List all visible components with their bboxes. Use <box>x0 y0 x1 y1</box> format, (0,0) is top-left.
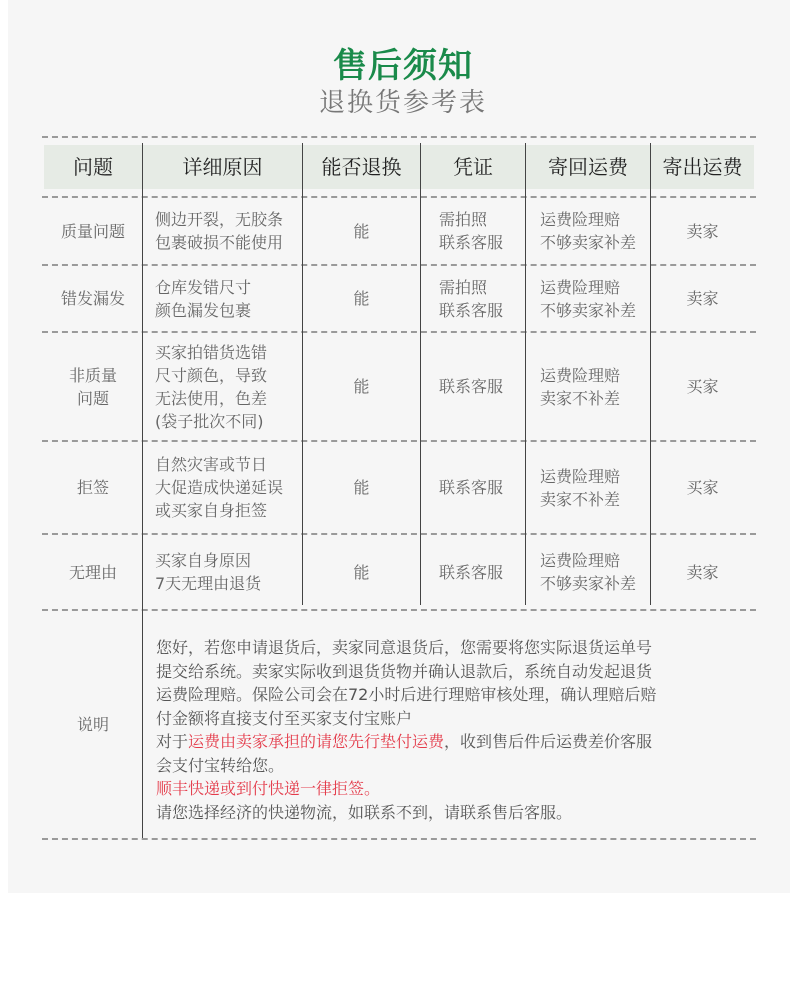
cell-return-shipping: 运费险理赔 不够卖家补差 <box>540 277 637 320</box>
cell-outbound-shipping: 买家 <box>686 377 719 396</box>
note-line-shipping-advance: 对于运费由卖家承担的请您先行垫付运费，收到售后件后运费差价客服 <box>156 732 653 751</box>
cell-proof: 联系客服 <box>439 562 504 582</box>
cell-return-shipping: 运费险理赔 卖家不补差 <box>540 365 621 408</box>
column-divider <box>142 143 143 838</box>
column-header-return-shipping: 寄回运费 <box>548 155 628 179</box>
note-label: 说明 <box>76 715 109 734</box>
column-header-outbound-shipping: 寄出运费 <box>662 155 743 179</box>
page-title: 售后须知 <box>333 46 473 86</box>
cell-reason: 自然灾害或节日 大促造成快递延误 或买家自身拒签 <box>155 455 284 520</box>
cell-return-shipping: 运费险理赔 卖家不补差 <box>540 466 621 509</box>
cell-returnable: 能 <box>353 289 370 308</box>
divider-row-5 <box>42 609 756 611</box>
column-divider <box>420 143 421 605</box>
cell-outbound-shipping: 买家 <box>686 478 719 497</box>
cell-reason: 买家自身原因 7天无理由退货 <box>155 551 262 593</box>
cell-outbound-shipping: 卖家 <box>686 562 719 582</box>
cell-issue: 非质量 问题 <box>68 365 117 408</box>
cell-outbound-shipping: 卖家 <box>686 289 719 308</box>
cell-proof: 需拍照 联系客服 <box>439 210 504 252</box>
highlight-text: 顺丰快递或到付快递一律拒签。 <box>156 779 381 798</box>
cell-return-shipping: 运费险理赔 不够卖家补差 <box>540 210 637 252</box>
cell-reason: 仓库发错尺寸 颜色漏发包裹 <box>155 277 252 320</box>
column-divider <box>525 143 526 605</box>
column-header-reason: 详细原因 <box>182 155 263 179</box>
note-text: 您好，若您申请退货后，卖家同意退货后，您需要将您实际退货运单号 提交给系统。卖家实际收到退货货物并确认退款后，系统自动发起退货 运费险理赔。保险公司会在72小时后进行理赔审核处理，确认理赔后赔 付金额将直接支付至买家支付宝账户 对于运费由卖家承担的请您先行垫付运费，收到售后件后运费差价客服 会支付宝转给您。 顺丰快递或到付快递一律拒签。 请您选择经济的快递物流，如联系不到，请联系售后客服。 <box>156 636 736 824</box>
cell-issue: 质量问题 <box>60 221 125 241</box>
column-header-proof: 凭证 <box>453 155 493 179</box>
cell-returnable: 能 <box>353 377 370 396</box>
cell-reason: 侧边开裂，无胶条 包裹破损不能使用 <box>155 210 284 252</box>
highlight-text: 运费由卖家承担的请您先行垫付运费 <box>188 732 445 751</box>
page-subtitle: 退换货参考表 <box>318 88 487 118</box>
divider-bottom <box>42 838 756 840</box>
cell-issue: 无理由 <box>68 562 117 582</box>
cell-return-shipping: 运费险理赔 不够卖家补差 <box>540 551 637 593</box>
cell-returnable: 能 <box>353 562 370 582</box>
cell-reason: 买家拍错货选错 尺寸颜色，导致 无法使用，色差 (袋子批次不同) <box>155 342 268 431</box>
cell-proof: 联系客服 <box>439 478 504 497</box>
cell-proof: 需拍照 联系客服 <box>439 277 504 320</box>
column-header-issue: 问题 <box>73 155 113 179</box>
column-header-returnable: 能否退换 <box>321 155 402 179</box>
cell-returnable: 能 <box>353 478 370 497</box>
cell-returnable: 能 <box>353 221 370 241</box>
cell-outbound-shipping: 卖家 <box>686 221 719 241</box>
divider-top <box>42 136 756 138</box>
cell-issue: 错发漏发 <box>60 289 125 308</box>
cell-issue: 拒签 <box>76 478 109 497</box>
cell-proof: 联系客服 <box>439 377 504 396</box>
